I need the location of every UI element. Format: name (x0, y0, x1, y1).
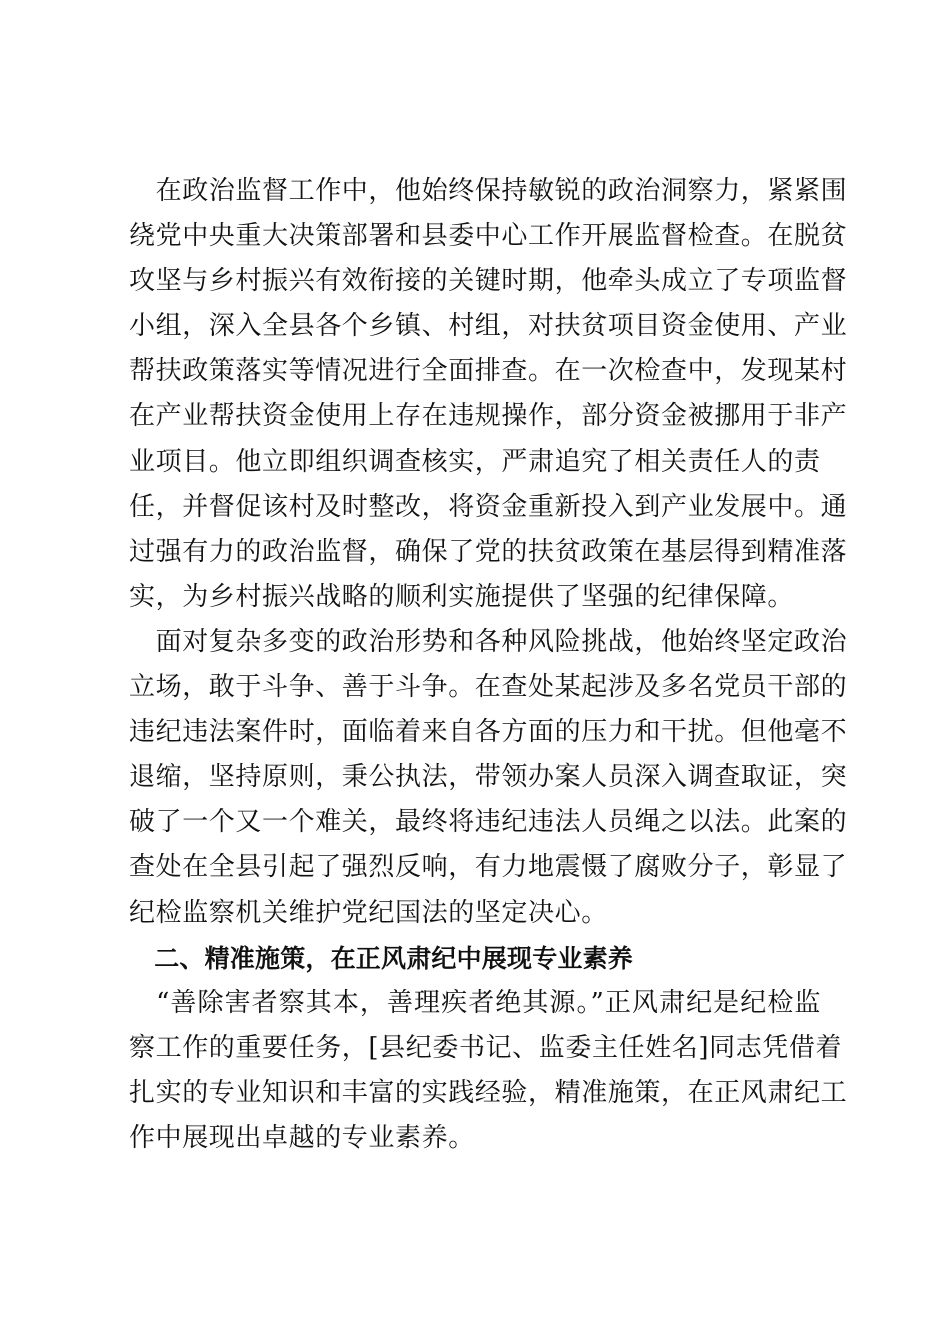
text-line: 破了一个又一个难关，最终将违纪违法人员绳之以法。此案的 (129, 807, 848, 838)
text-line: 任，并督促该村及时整改，将资金重新投入到产业发展中。通 (129, 491, 848, 522)
text-line: 扎实的专业知识和丰富的实践经验，精准施策，在正风肃纪工 (129, 1077, 848, 1108)
paragraph-firm-stance (129, 620, 848, 936)
section-heading (129, 936, 821, 981)
text-line: 绕党中央重大决策部署和县委中心工作开展监督检查。在脱贫 (129, 221, 848, 252)
text-line: 帮扶政策落实等情况进行全面排查。在一次检查中，发现某村 (129, 356, 848, 387)
paragraph-precise-measures (129, 981, 848, 1161)
text-line: 作中展现出卓越的专业素养。 (129, 1122, 475, 1153)
text-line: 察工作的重要任务，[县纪委书记、监委主任姓名]同志凭借着 (129, 1032, 843, 1063)
paragraph-political-supervision (129, 169, 848, 620)
text-line: 攻坚与乡村振兴有效衔接的关键时期，他牵头成立了专项监督 (129, 266, 848, 297)
text-line: 退缩，坚持原则，秉公执法，带领办案人员深入调查取证，突 (129, 762, 848, 793)
text-line: 查处在全县引起了强烈反响，有力地震慑了腐败分子，彰显了 (129, 852, 848, 883)
text-line: 在政治监督工作中，他始终保持敏锐的政治洞察力，紧紧围 (129, 176, 848, 206)
text-line: 实，为乡村振兴战略的顺利实施提供了坚强的纪律保障。 (129, 581, 795, 612)
text-line: “善除害者察其本，善理疾者绝其源。”正风肃纪是纪检监 (129, 987, 821, 1018)
text-line: 立场，敢于斗争、善于斗争。在查处某起涉及多名党员干部的 (129, 672, 848, 703)
text-line: 纪检监察机关维护党纪国法的坚定决心。 (129, 897, 608, 928)
text-line: 违纪违法案件时，面临着来自各方面的压力和干扰。但他毫不 (129, 717, 848, 748)
text-line: 业项目。他立即组织调查核实，严肃追究了相关责任人的责 (129, 446, 821, 477)
document-page (129, 169, 848, 1161)
text-line: 在产业帮扶资金使用上存在违规操作，部分资金被挪用于非产 (129, 401, 848, 432)
text-line: 过强有力的政治监督，确保了党的扶贫政策在基层得到精准落 (129, 536, 848, 567)
text-line: 面对复杂多变的政治形势和各种风险挑战，他始终坚定政治 (129, 626, 848, 657)
section-heading-text: 二、精准施策，在正风肃纪中展现专业素养 (129, 943, 634, 973)
text-line: 小组，深入全县各个乡镇、村组，对扶贫项目资金使用、产业 (129, 311, 848, 342)
